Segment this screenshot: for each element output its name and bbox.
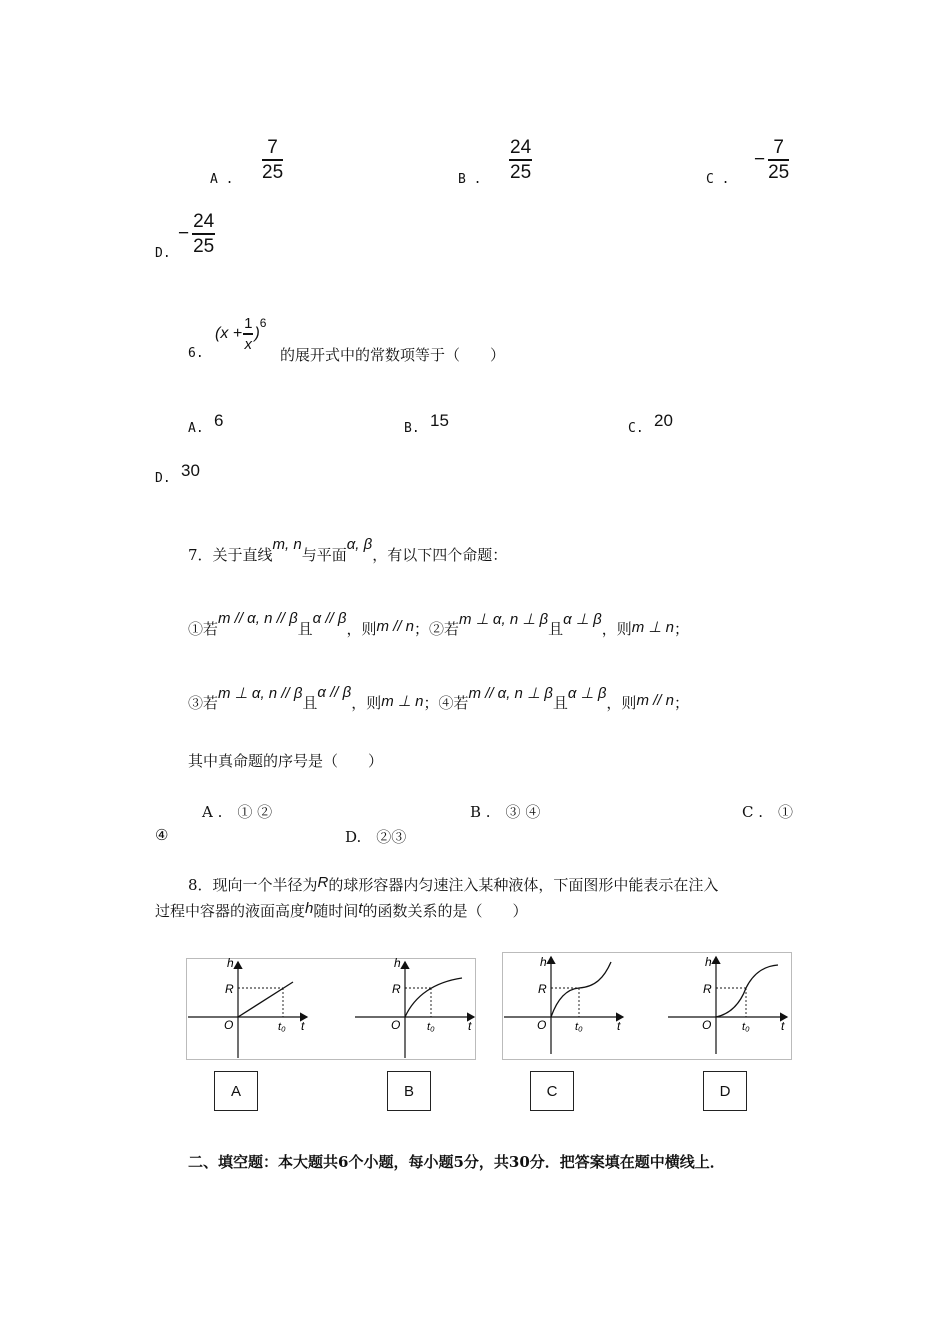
curve — [405, 978, 462, 1017]
label-t0: t₀ — [427, 1021, 435, 1033]
label-o: O — [391, 1018, 401, 1032]
expr-close: ) — [254, 324, 260, 342]
math: α // β — [312, 610, 347, 627]
option-label: B. — [404, 421, 420, 436]
math: m ⊥ n — [631, 619, 674, 636]
math: m ⊥ α, n // β — [218, 685, 303, 702]
graph-a — [188, 956, 307, 1058]
math: m // α, n // β — [218, 610, 298, 627]
math: m // n — [636, 692, 674, 709]
math: α ⊥ β — [563, 611, 602, 628]
text: 与平面 — [301, 546, 347, 564]
label-h: h — [540, 955, 547, 969]
graph-b — [355, 956, 474, 1058]
numerator: 1 — [244, 315, 253, 332]
label-r: R — [538, 982, 547, 996]
numerator: 24 — [193, 211, 215, 232]
minus-sign: − — [178, 222, 190, 244]
label-t: t — [617, 1019, 621, 1033]
text: ； — [414, 620, 430, 638]
text: 且 — [302, 694, 318, 712]
text: 过程中容器的液面高度 — [155, 902, 306, 920]
text: ； — [673, 694, 689, 712]
graph-d — [668, 955, 787, 1054]
numerator: 24 — [510, 137, 532, 158]
text: ②若 — [429, 620, 460, 638]
math: t — [358, 900, 363, 917]
text: 的函数关系的是（ ） — [362, 902, 528, 920]
option-value: 6 — [214, 411, 224, 430]
text: 且 — [297, 620, 313, 638]
text: 随时间 — [313, 902, 359, 920]
option-value: 30 — [181, 461, 200, 480]
text: ，则 — [601, 620, 632, 638]
text: 且 — [548, 620, 564, 638]
option-box-a[interactable]: A — [214, 1071, 258, 1111]
option-label: D. — [155, 246, 171, 261]
text: 的球形容器内匀速注入某种液体，下面图形中能表示在注入 — [328, 876, 719, 894]
math: R — [317, 874, 329, 891]
question-ask: 其中真命题的序号是（ ） — [188, 752, 384, 770]
label-r: R — [225, 982, 234, 996]
option-label: C . — [706, 172, 730, 187]
label-t: t — [781, 1019, 785, 1033]
denominator: 25 — [193, 235, 215, 257]
option-d: D. ②③ — [345, 828, 407, 846]
expr-open: (x + — [215, 324, 243, 342]
curve — [238, 982, 293, 1017]
denominator: x — [244, 335, 253, 353]
label-h: h — [394, 956, 401, 970]
label-t0: t₀ — [278, 1021, 286, 1033]
math: α ⊥ β — [567, 685, 607, 702]
option-label: A . — [210, 172, 234, 187]
question-number: 6. — [188, 346, 204, 361]
curve — [551, 962, 611, 1017]
label-t0: t₀ — [575, 1021, 583, 1033]
question-text: 的展开式中的常数项等于（ ） — [280, 346, 506, 364]
graph-c — [504, 955, 623, 1054]
text: 7．关于直线 — [188, 546, 273, 564]
option-label: D. — [155, 471, 171, 486]
label-o: O — [224, 1018, 234, 1032]
text: ①若 — [188, 620, 219, 638]
denominator: 25 — [768, 161, 790, 183]
text: ，则 — [606, 694, 637, 712]
option-b: B . ③ ④ — [470, 803, 541, 821]
denominator: 25 — [262, 161, 284, 183]
option-label: C. — [628, 421, 644, 436]
section-heading: 二、填空题：本大题共6个小题，每小题5分，共30分．把答案填在题中横线上． — [188, 1153, 725, 1171]
math: h — [305, 900, 314, 917]
numerator: 7 — [773, 137, 784, 158]
exponent: 6 — [259, 316, 267, 330]
option-c: C . ① — [742, 803, 794, 821]
text: 8．现向一个半径为 — [188, 876, 318, 894]
label-r: R — [703, 982, 712, 996]
option-value: 15 — [430, 411, 449, 430]
minus-sign: − — [754, 148, 766, 170]
text: ，有以下四个命题： — [372, 546, 508, 564]
math: m, n — [272, 536, 302, 553]
label-o: O — [702, 1018, 712, 1032]
text: ； — [423, 694, 439, 712]
text: ； — [673, 620, 689, 638]
text: ③若 — [188, 694, 219, 712]
text: ，则 — [346, 620, 377, 638]
label-t: t — [468, 1019, 472, 1033]
option-label: A. — [188, 421, 204, 436]
text: 且 — [552, 694, 568, 712]
math: m ⊥ n — [381, 693, 424, 710]
numerator: 7 — [267, 137, 278, 158]
math: α, β — [346, 536, 373, 553]
label-h: h — [705, 955, 712, 969]
denominator: 25 — [510, 161, 532, 183]
option-box-c[interactable]: C — [530, 1071, 574, 1111]
option-box-d[interactable]: D — [703, 1071, 747, 1111]
math: m ⊥ α, n ⊥ β — [459, 611, 549, 628]
label-t: t — [301, 1019, 305, 1033]
option-value: 20 — [654, 411, 673, 430]
option-a: A . ① ② — [202, 803, 273, 821]
math: α // β — [317, 684, 352, 701]
label-r: R — [392, 982, 401, 996]
text: ④若 — [438, 694, 469, 712]
text: ，则 — [351, 694, 382, 712]
curve — [716, 965, 778, 1017]
label-o: O — [537, 1018, 547, 1032]
option-label: B . — [458, 172, 482, 187]
option-c-continued: ④ — [155, 826, 169, 844]
math: m // n — [376, 618, 414, 635]
math: m // α, n ⊥ β — [468, 685, 553, 702]
label-h: h — [227, 956, 234, 970]
option-box-b[interactable]: B — [387, 1071, 431, 1111]
label-t0: t₀ — [742, 1021, 750, 1033]
